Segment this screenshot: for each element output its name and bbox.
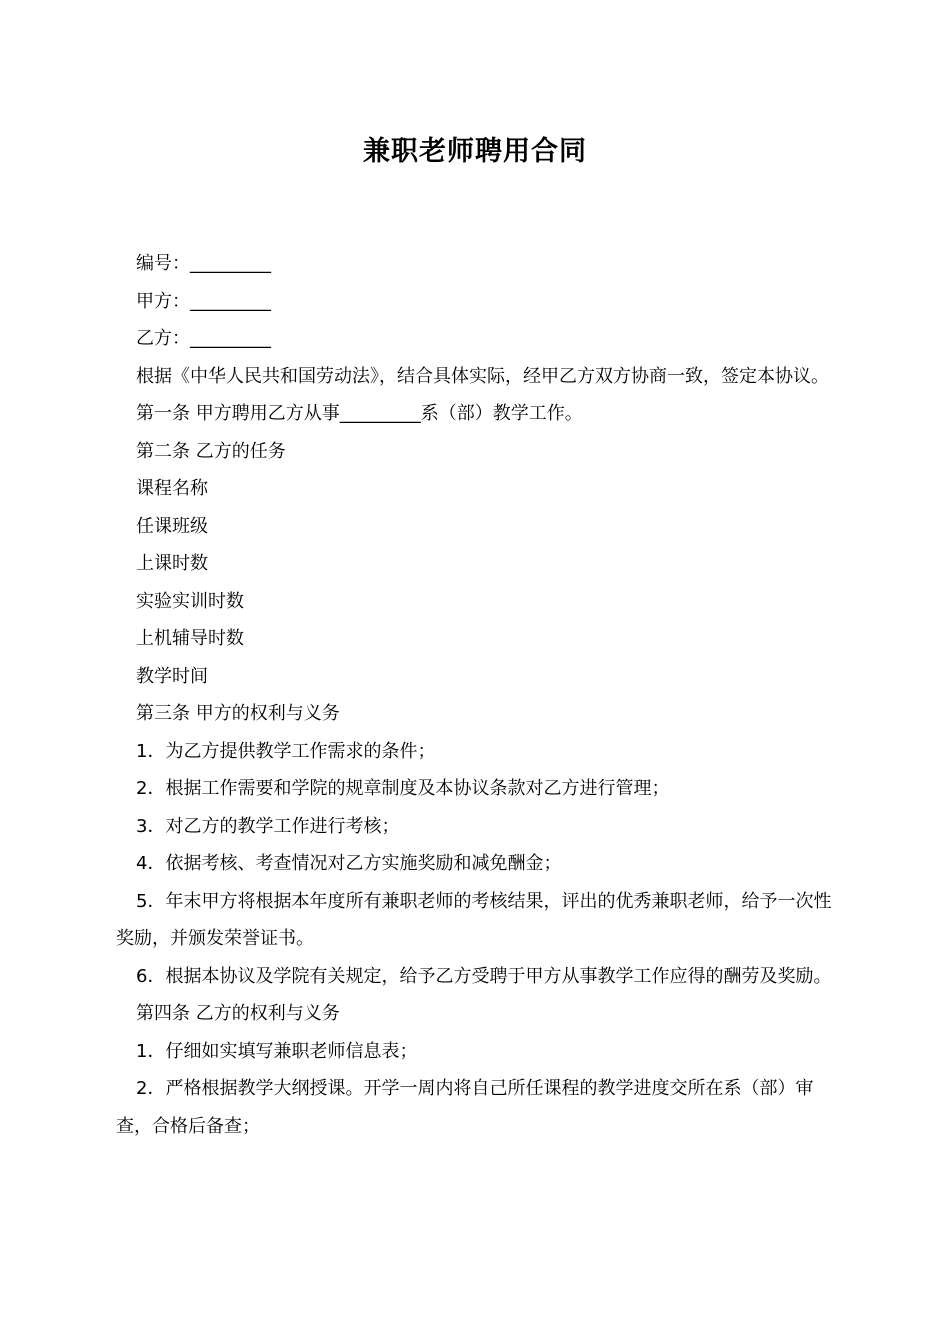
field-number: 编号：_________ — [136, 253, 271, 274]
article-3-heading: 第三条 甲方的权利与义务 — [136, 703, 340, 724]
field-party-b: 乙方：_________ — [136, 328, 271, 349]
task-lab-hours: 实验实训时数 — [136, 590, 244, 612]
article-3-item-2: 2．根据工作需要和学院的规章制度及本协议条款对乙方进行管理； — [136, 778, 670, 799]
article-3-item-6: 6．根据本协议及学院有关规定，给予乙方受聘于甲方从事教学工作应得的酬劳及奖励。 — [136, 965, 832, 987]
article-2-heading: 第二条 乙方的任务 — [136, 440, 286, 462]
field-party-a: 甲方：_________ — [136, 290, 271, 312]
article-3-item-4: 4．依据考核、考查情况对乙方实施奖励和减免酬金； — [136, 853, 562, 874]
document-body — [116, 245, 838, 1145]
article-1: 第一条 甲方聘用乙方从事_________系（部）教学工作。 — [136, 403, 583, 424]
article-3-item-1: 1．为乙方提供教学工作需求的条件； — [136, 740, 436, 762]
document-title: 兼职老师聘用合同 — [363, 136, 587, 167]
task-computer-hours: 上机辅导时数 — [136, 628, 244, 649]
task-class-hours: 上课时数 — [136, 553, 208, 574]
article-3-item-5: 5．年末甲方将根据本年度所有兼职老师的考核结果，评出的优秀兼职老师，给予一次性奖励，并颁发荣誉证书。 — [116, 890, 832, 949]
task-teaching-time: 教学时间 — [136, 665, 208, 687]
article-4-heading: 第四条 乙方的权利与义务 — [136, 1003, 340, 1024]
preamble-paragraph: 根据《中华人民共和国劳动法》，结合具体实际，经甲乙方双方协商一致，签定本协议。 — [136, 365, 829, 387]
article-4-item-2: 2．严格根据教学大纲授课。开学一周内将自己所任课程的教学进度交所在系（部）审查，合格后备查； — [116, 1078, 814, 1137]
task-course-name: 课程名称 — [136, 478, 208, 499]
article-4-item-1: 1．仔细如实填写兼职老师信息表； — [136, 1040, 418, 1062]
article-3-item-3: 3．对乙方的教学工作进行考核； — [136, 815, 400, 837]
task-class: 任课班级 — [136, 515, 208, 537]
